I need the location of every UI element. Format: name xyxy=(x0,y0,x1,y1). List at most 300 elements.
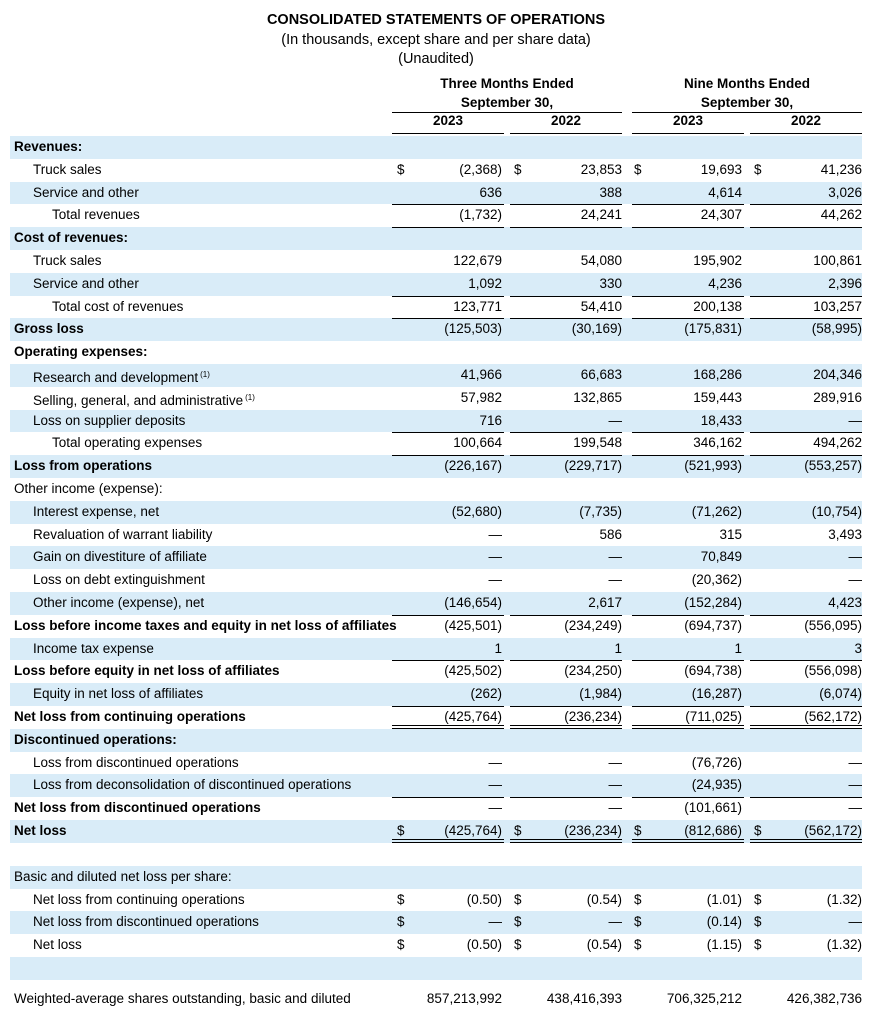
subtotal-rule xyxy=(632,318,744,319)
value-cell: 2,617 xyxy=(588,594,622,610)
value-cell: 132,865 xyxy=(573,389,622,405)
value-cell: (236,234) xyxy=(564,708,622,724)
table-row xyxy=(10,455,862,478)
value-cell: — xyxy=(608,549,622,565)
value-cell: (425,502) xyxy=(444,663,502,679)
row-label-text: Total cost of revenues xyxy=(52,298,184,314)
table-row xyxy=(10,410,862,433)
value-cell: — xyxy=(848,800,862,816)
row-label xyxy=(14,729,177,752)
statement-subtitle: (In thousands, except share and per share data) xyxy=(281,32,591,48)
value-cell: (0.50) xyxy=(466,937,502,953)
currency-symbol: $ xyxy=(514,914,522,930)
per-share-heading: Basic and diluted net loss per share: xyxy=(14,868,232,884)
value-cell: 4,236 xyxy=(708,275,742,291)
row-label xyxy=(14,820,67,843)
value-cell: (16,287) xyxy=(691,686,742,702)
value-cell: (0.54) xyxy=(586,891,622,907)
section-spacer xyxy=(10,843,862,866)
value-cell: — xyxy=(488,914,502,930)
table-row xyxy=(10,660,862,683)
value-cell: (234,249) xyxy=(564,617,622,633)
value-cell: 24,241 xyxy=(580,207,622,223)
currency-symbol: $ xyxy=(514,822,522,838)
double-total-rule xyxy=(392,839,504,843)
year-col-2: 2022 xyxy=(550,113,582,128)
weighted-shares-value: 426,382,736 xyxy=(786,990,862,1006)
value-cell: (58,995) xyxy=(811,321,862,337)
value-cell: (10,754) xyxy=(811,503,862,519)
value-cell: (7,735) xyxy=(579,503,622,519)
row-label-text: Net loss xyxy=(33,937,82,953)
value-cell: (553,257) xyxy=(804,458,862,474)
value-cell: — xyxy=(848,754,862,770)
row-label xyxy=(33,638,154,661)
currency-symbol: $ xyxy=(514,937,522,953)
subtotal-rule xyxy=(510,455,622,456)
value-cell: 199,548 xyxy=(573,435,622,451)
row-label xyxy=(33,250,102,273)
value-cell: 100,664 xyxy=(453,435,502,451)
value-cell: — xyxy=(488,549,502,565)
value-cell: (556,095) xyxy=(804,617,862,633)
table-row xyxy=(10,296,862,319)
row-label xyxy=(33,501,159,524)
subtotal-rule xyxy=(750,706,862,707)
subtotal-rule xyxy=(750,615,862,616)
value-cell: 330 xyxy=(599,275,622,291)
value-cell: (24,935) xyxy=(691,777,742,793)
table-row xyxy=(10,341,862,364)
subtotal-rule xyxy=(392,797,504,798)
row-label-text: Truck sales xyxy=(33,161,102,177)
nine-months-line2: September 30, xyxy=(700,95,794,110)
value-cell: — xyxy=(608,572,622,588)
value-cell: 44,262 xyxy=(820,207,862,223)
currency-symbol: $ xyxy=(754,891,762,907)
currency-symbol: $ xyxy=(514,161,522,177)
subtotal-rule xyxy=(510,204,622,205)
subtotal-rule xyxy=(392,432,504,433)
subtotal-rule xyxy=(632,296,744,297)
value-cell: (226,167) xyxy=(444,458,502,474)
value-cell: — xyxy=(848,412,862,428)
row-label xyxy=(14,706,246,729)
value-cell: 54,080 xyxy=(580,252,622,268)
value-cell: (152,284) xyxy=(684,594,742,610)
row-label xyxy=(33,159,102,182)
row-label-text: Cost of revenues: xyxy=(14,230,129,246)
subtotal-rule xyxy=(510,615,622,616)
subtotal-rule xyxy=(750,432,862,433)
value-cell: 2,396 xyxy=(828,275,862,291)
subtotal-rule xyxy=(510,706,622,707)
table-row xyxy=(10,546,862,569)
row-label-text: Income tax expense xyxy=(33,640,154,656)
value-cell: (6,074) xyxy=(819,686,862,702)
value-cell: 1,092 xyxy=(468,275,502,291)
statement-table xyxy=(10,136,862,1011)
row-label-text: Gross loss xyxy=(14,321,84,337)
value-cell: 3,493 xyxy=(828,526,862,542)
row-label xyxy=(14,227,128,250)
row-label-text: Interest expense, net xyxy=(33,503,160,519)
value-cell: (556,098) xyxy=(804,663,862,679)
value-cell: (1.01) xyxy=(706,891,742,907)
value-cell: — xyxy=(488,777,502,793)
row-label xyxy=(33,182,139,205)
table-row xyxy=(10,227,862,250)
row-label xyxy=(33,934,82,957)
value-cell: 3,026 xyxy=(828,184,862,200)
table-row xyxy=(10,273,862,296)
value-cell: — xyxy=(488,572,502,588)
subtotal-rule xyxy=(632,706,744,707)
value-cell: — xyxy=(848,914,862,930)
value-cell: (262) xyxy=(470,686,502,702)
value-cell: 586 xyxy=(599,526,622,542)
footnote-marker: (1) xyxy=(245,392,255,402)
year-rule-1 xyxy=(392,133,504,134)
value-cell: (30,169) xyxy=(571,321,622,337)
value-cell: 54,410 xyxy=(580,298,622,314)
row-label-text: Revaluation of warrant liability xyxy=(33,526,213,542)
row-label xyxy=(14,318,84,341)
year-col-3: 2023 xyxy=(672,113,704,128)
row-label-text: Net loss from discontinued operations xyxy=(33,914,259,930)
value-cell: 636 xyxy=(479,184,502,200)
per-share-heading-row xyxy=(10,866,862,889)
value-cell: — xyxy=(488,754,502,770)
row-label-text: Loss before income taxes and equity in net loss of affiliates xyxy=(14,617,397,633)
value-cell: (20,362) xyxy=(691,572,742,588)
value-cell: 24,307 xyxy=(700,207,742,223)
table-row xyxy=(10,569,862,592)
weighted-shares-value: 438,416,393 xyxy=(546,990,622,1006)
row-label xyxy=(33,752,239,775)
subtotal-rule xyxy=(750,227,862,228)
value-cell: 66,683 xyxy=(580,366,622,382)
row-label xyxy=(14,797,261,820)
value-cell: 3 xyxy=(854,640,862,656)
row-label xyxy=(33,524,212,547)
value-cell: (562,172) xyxy=(804,822,862,838)
value-cell: (1.32) xyxy=(826,891,862,907)
row-label-text: Net loss xyxy=(14,822,67,838)
currency-symbol: $ xyxy=(634,161,642,177)
table-row xyxy=(10,387,862,410)
statement-note: (Unaudited) xyxy=(398,51,474,67)
row-label-text: Research and development xyxy=(33,369,199,385)
shaded-spacer xyxy=(10,957,862,980)
table-row xyxy=(10,820,862,843)
subtotal-rule xyxy=(510,227,622,228)
subtotal-rule xyxy=(510,432,622,433)
table-row xyxy=(10,592,862,615)
value-cell: — xyxy=(848,777,862,793)
currency-symbol: $ xyxy=(397,937,405,953)
table-row xyxy=(10,524,862,547)
table-row xyxy=(10,159,862,182)
table-row xyxy=(10,638,862,661)
row-label xyxy=(14,455,152,478)
row-label-text: Loss from discontinued operations xyxy=(33,754,239,770)
value-cell: (234,250) xyxy=(564,663,622,679)
nine-months-header xyxy=(632,74,862,112)
value-cell: (425,764) xyxy=(444,822,502,838)
value-cell: (1.15) xyxy=(706,937,742,953)
subtotal-rule xyxy=(632,204,744,205)
value-cell: — xyxy=(608,754,622,770)
row-label-text: Service and other xyxy=(33,275,139,291)
row-label-text: Discontinued operations: xyxy=(14,731,177,747)
row-label xyxy=(14,341,148,364)
value-cell: — xyxy=(608,800,622,816)
weighted-shares-value: 857,213,992 xyxy=(426,990,502,1006)
row-label xyxy=(33,273,139,296)
row-label-text: Loss before equity in net loss of affiliates xyxy=(14,663,280,679)
value-cell: 4,423 xyxy=(828,594,862,610)
row-label-text: Loss on debt extinguishment xyxy=(33,572,205,588)
currency-symbol: $ xyxy=(754,822,762,838)
value-cell: 346,162 xyxy=(693,435,742,451)
table-row xyxy=(10,797,862,820)
currency-symbol: $ xyxy=(397,161,405,177)
value-cell: (71,262) xyxy=(691,503,742,519)
row-label xyxy=(33,569,205,592)
currency-symbol: $ xyxy=(634,937,642,953)
row-label-text: Other income (expense): xyxy=(14,480,163,496)
currency-symbol: $ xyxy=(514,891,522,907)
value-cell: (711,025) xyxy=(685,708,742,724)
row-label-text: Loss from deconsolidation of discontinued operations xyxy=(33,777,352,793)
value-cell: (694,737) xyxy=(684,617,742,633)
subtotal-rule xyxy=(392,204,504,205)
year-col-1: 2023 xyxy=(432,113,464,128)
nine-months-line1: Nine Months Ended xyxy=(684,76,810,91)
table-row xyxy=(10,683,862,706)
value-cell: 204,346 xyxy=(813,366,862,382)
row-label-text: Net loss from continuing operations xyxy=(14,708,246,724)
table-row xyxy=(10,911,862,934)
value-cell: — xyxy=(488,800,502,816)
table-row xyxy=(10,729,862,752)
value-cell: 1 xyxy=(734,640,742,656)
row-label-text: Other income (expense), net xyxy=(33,594,205,610)
row-label-text: Total revenues xyxy=(52,207,140,223)
row-label xyxy=(33,889,245,912)
subtotal-rule xyxy=(632,455,744,456)
row-label-text: Truck sales xyxy=(33,252,102,268)
year-rule-4 xyxy=(750,133,862,134)
row-label xyxy=(33,592,204,615)
value-cell: 716 xyxy=(479,412,502,428)
subtotal-rule xyxy=(750,455,862,456)
row-label-text: Total operating expenses xyxy=(52,435,203,451)
subtotal-rule xyxy=(510,296,622,297)
table-row xyxy=(10,889,862,912)
table-row xyxy=(10,318,862,341)
subtotal-rule xyxy=(392,706,504,707)
subtotal-rule xyxy=(392,318,504,319)
three-months-line1: Three Months Ended xyxy=(440,76,574,91)
row-label xyxy=(52,432,202,455)
year-rule-3 xyxy=(632,133,744,134)
value-cell: 289,916 xyxy=(813,389,862,405)
row-label xyxy=(14,660,280,683)
currency-symbol: $ xyxy=(754,914,762,930)
row-label xyxy=(33,911,259,934)
subtotal-rule xyxy=(750,204,862,205)
currency-symbol: $ xyxy=(754,161,762,177)
value-cell: — xyxy=(848,549,862,565)
weighted-shares-row xyxy=(10,988,862,1011)
weighted-shares-label: Weighted-average shares outstanding, basic and diluted xyxy=(14,990,351,1006)
table-row xyxy=(10,204,862,227)
subtotal-rule xyxy=(510,797,622,798)
currency-symbol: $ xyxy=(634,822,642,838)
row-label-text: Equity in net loss of affiliates xyxy=(33,686,204,702)
currency-symbol: $ xyxy=(634,891,642,907)
footnote-marker: (1) xyxy=(200,369,210,379)
value-cell: 18,433 xyxy=(700,412,742,428)
weighted-shares-value: 706,325,212 xyxy=(666,990,742,1006)
row-label-text: Loss on supplier deposits xyxy=(33,412,186,428)
value-cell: 1 xyxy=(494,640,502,656)
value-cell: 388 xyxy=(599,184,622,200)
value-cell: 494,262 xyxy=(813,435,862,451)
value-cell: — xyxy=(608,914,622,930)
subtotal-rule xyxy=(632,615,744,616)
value-cell: (0.50) xyxy=(466,891,502,907)
row-label-text: Net loss from continuing operations xyxy=(33,891,245,907)
three-months-header xyxy=(392,74,622,112)
value-cell: (101,661) xyxy=(684,800,742,816)
table-row xyxy=(10,432,862,455)
value-cell: (521,993) xyxy=(684,458,742,474)
subtotal-rule xyxy=(750,797,862,798)
value-cell: (52,680) xyxy=(451,503,502,519)
value-cell: 4,614 xyxy=(708,184,742,200)
row-label xyxy=(33,774,351,797)
subtotal-rule xyxy=(392,455,504,456)
row-label xyxy=(33,546,207,569)
row-label xyxy=(33,683,203,706)
value-cell: 103,257 xyxy=(813,298,862,314)
row-label-text: Net loss from discontinued operations xyxy=(14,800,261,816)
value-cell: — xyxy=(608,777,622,793)
subtotal-rule xyxy=(750,660,862,661)
row-label xyxy=(52,296,183,319)
subtotal-rule xyxy=(392,615,504,616)
table-row xyxy=(10,182,862,205)
value-cell: 315 xyxy=(719,526,742,542)
subtotal-rule xyxy=(750,296,862,297)
currency-symbol: $ xyxy=(634,914,642,930)
table-row xyxy=(10,501,862,524)
currency-symbol: $ xyxy=(754,937,762,953)
value-cell: 19,693 xyxy=(700,161,742,177)
statement-title: CONSOLIDATED STATEMENTS OF OPERATIONS xyxy=(266,12,606,28)
value-cell: 1 xyxy=(614,640,622,656)
table-row xyxy=(10,774,862,797)
value-cell: (125,503) xyxy=(444,321,502,337)
row-label-text: Selling, general, and administrative xyxy=(33,392,244,408)
value-cell: 168,286 xyxy=(693,366,742,382)
currency-symbol: $ xyxy=(397,891,405,907)
subtotal-rule xyxy=(510,318,622,319)
value-cell: (236,234) xyxy=(564,822,622,838)
row-label-text: Loss from operations xyxy=(14,458,153,474)
row-label-text: Revenues: xyxy=(14,139,83,154)
value-cell: (694,738) xyxy=(684,663,742,679)
value-cell: — xyxy=(608,412,622,428)
value-cell: 70,849 xyxy=(700,549,742,565)
table-row xyxy=(10,752,862,775)
row-label xyxy=(14,136,82,159)
value-cell: — xyxy=(488,526,502,542)
table-row xyxy=(10,364,862,387)
row-label xyxy=(33,410,185,433)
value-cell: 57,982 xyxy=(460,389,502,405)
subtotal-rule xyxy=(632,797,744,798)
value-cell: 41,236 xyxy=(820,161,862,177)
subtotal-rule xyxy=(632,660,744,661)
row-label xyxy=(14,615,397,638)
year-rule-2 xyxy=(510,133,622,134)
value-cell: (425,764) xyxy=(444,708,502,724)
value-cell: (425,501) xyxy=(444,617,502,633)
subtotal-rule xyxy=(392,296,504,297)
subtotal-rule xyxy=(510,660,622,661)
value-cell: 200,138 xyxy=(693,298,742,314)
value-cell: (1.32) xyxy=(826,937,862,953)
value-cell: (1,984) xyxy=(579,686,622,702)
value-cell: (1,732) xyxy=(459,207,502,223)
value-cell: (175,831) xyxy=(684,321,742,337)
value-cell: 123,771 xyxy=(453,298,502,314)
table-row xyxy=(10,478,862,501)
row-label xyxy=(52,204,140,227)
currency-symbol: $ xyxy=(397,914,405,930)
value-cell: (146,654) xyxy=(444,594,502,610)
table-row xyxy=(10,615,862,638)
row-label xyxy=(14,478,163,501)
value-cell: 41,966 xyxy=(460,366,502,382)
value-cell: (562,172) xyxy=(804,708,862,724)
three-months-line2: September 30, xyxy=(460,95,554,110)
table-row xyxy=(10,136,862,159)
row-label-text: Service and other xyxy=(33,184,139,200)
currency-symbol: $ xyxy=(397,822,405,838)
double-total-rule xyxy=(750,839,862,843)
value-cell: 23,853 xyxy=(580,161,622,177)
table-row xyxy=(10,706,862,729)
value-cell: 100,861 xyxy=(813,252,862,268)
value-cell: (76,726) xyxy=(691,754,742,770)
value-cell: (229,717) xyxy=(564,458,622,474)
year-col-4: 2022 xyxy=(790,113,822,128)
value-cell: (2,368) xyxy=(459,161,502,177)
subtotal-rule xyxy=(632,227,744,228)
value-cell: 195,902 xyxy=(693,252,742,268)
value-cell: (0.54) xyxy=(586,937,622,953)
row-label-text: Operating expenses: xyxy=(14,344,148,360)
subtotal-rule xyxy=(392,227,504,228)
subtotal-rule xyxy=(632,432,744,433)
double-total-rule xyxy=(632,839,744,843)
row-label-text: Gain on divestiture of affiliate xyxy=(33,549,207,565)
